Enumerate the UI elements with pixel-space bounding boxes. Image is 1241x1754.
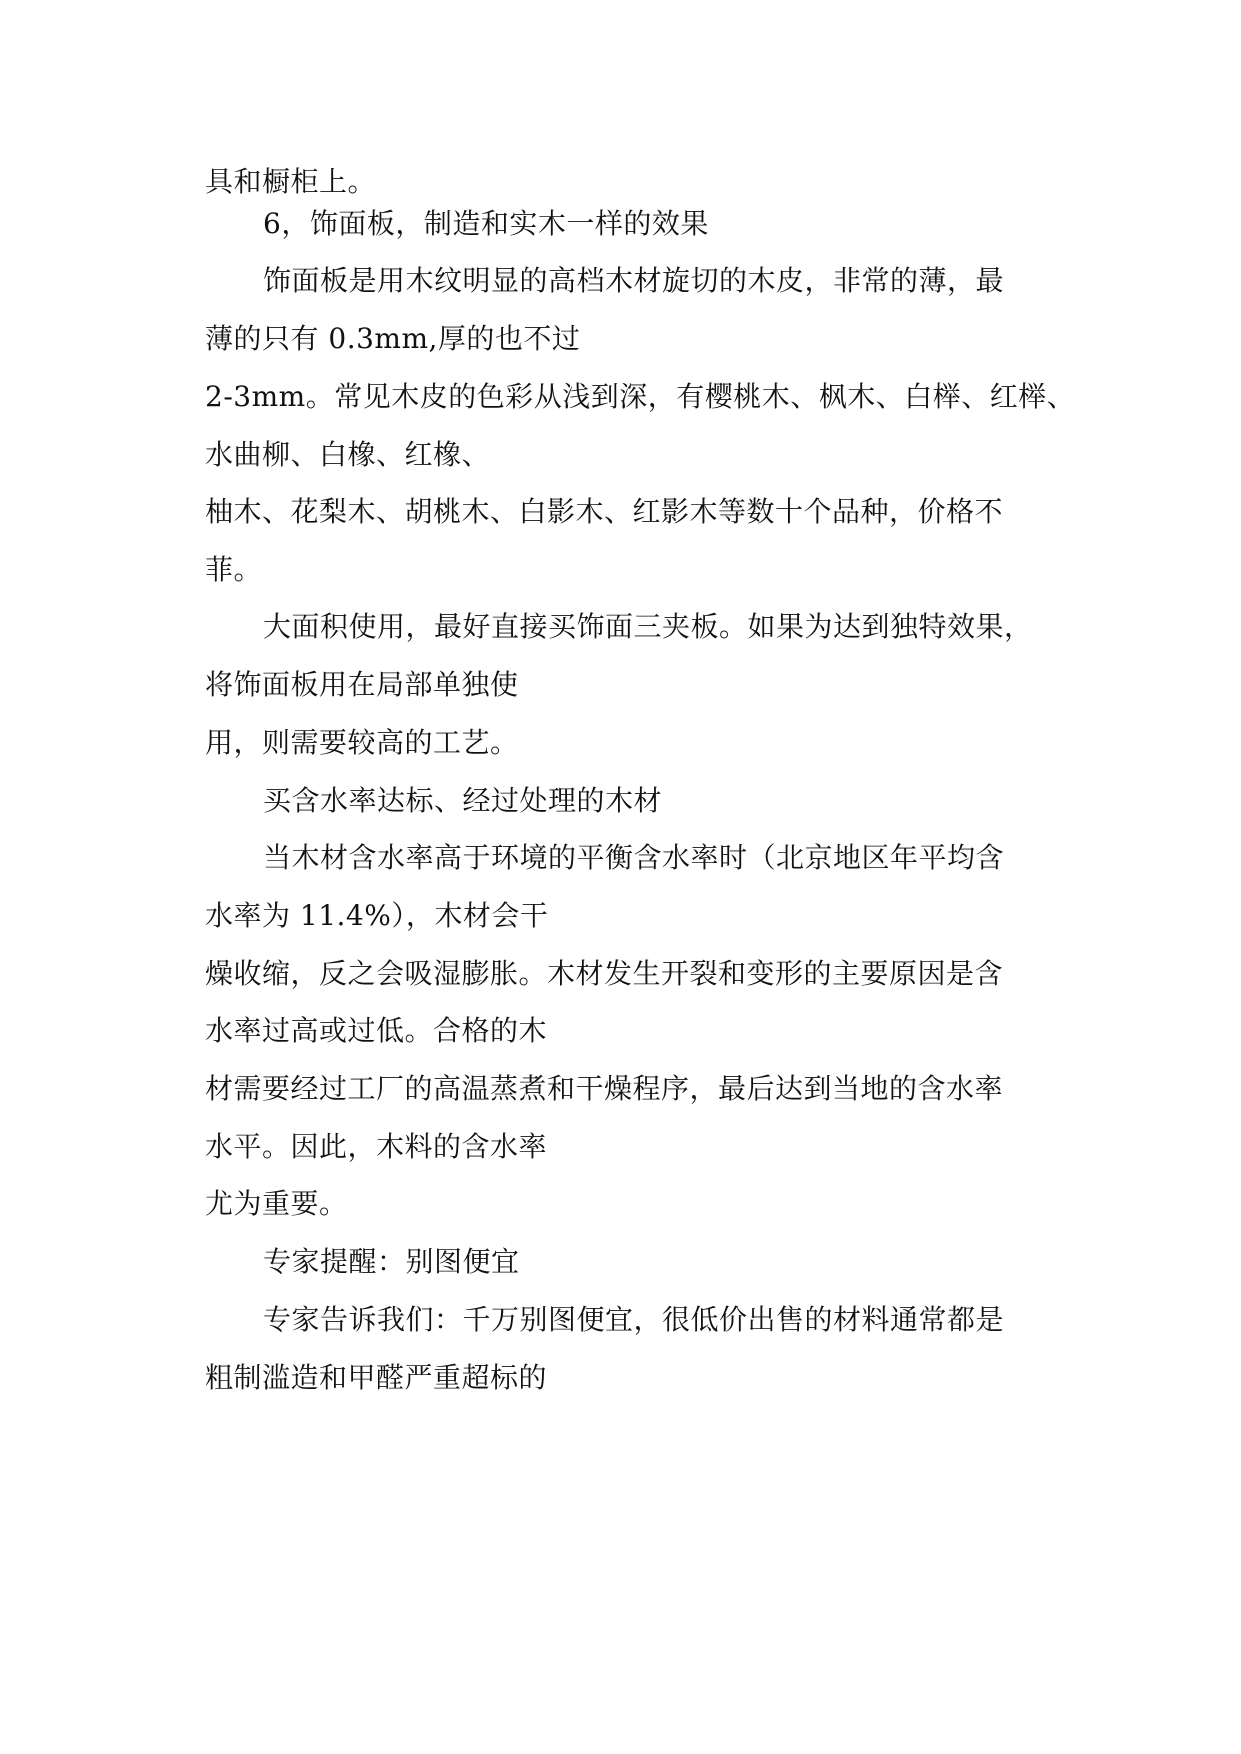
body-text-line: 尤为重要。 bbox=[205, 1187, 348, 1220]
body-text-line: 材需要经过工厂的高温蒸煮和干燥程序，最后达到当地的含水率 bbox=[205, 1072, 1004, 1105]
body-text-line: 燥收缩，反之会吸湿膨胀。木材发生开裂和变形的主要原因是含 bbox=[205, 957, 1004, 990]
body-text-line: 具和橱柜上。 bbox=[205, 165, 377, 198]
body-text-line: 水率为 11.4%），木材会干 bbox=[205, 899, 549, 932]
body-text-line: 水平。因此，木料的含水率 bbox=[205, 1130, 548, 1163]
body-text-line: 柚木、花梨木、胡桃木、白影木、红影木等数十个品种，价格不 bbox=[205, 495, 1004, 528]
body-text-line: 菲。 bbox=[205, 553, 263, 586]
paragraph-start: 饰面板是用木纹明显的高档木材旋切的木皮，非常的薄，最 bbox=[263, 264, 1005, 297]
paragraph-start: 当木材含水率高于环境的平衡含水率时（北京地区年平均含 bbox=[263, 841, 1005, 874]
body-text-line: 2-3mm。常见木皮的色彩从浅到深，有樱桃木、枫木、白榉、红榉、 bbox=[205, 380, 1076, 413]
body-text-line: 将饰面板用在局部单独使 bbox=[205, 668, 519, 701]
body-text-line: 水曲柳、白橡、红橡、 bbox=[205, 438, 491, 471]
body-text-line: 粗制滥造和甲醛严重超标的 bbox=[205, 1361, 548, 1394]
section-heading: 买含水率达标、经过处理的木材 bbox=[263, 784, 663, 817]
section-heading: 专家提醒：别图便宜 bbox=[263, 1245, 520, 1278]
paragraph-start: 大面积使用，最好直接买饰面三夹板。如果为达到独特效果， bbox=[263, 610, 1033, 643]
paragraph-start: 专家告诉我们：千万别图便宜，很低价出售的材料通常都是 bbox=[263, 1303, 1005, 1336]
section-heading: 6，饰面板，制造和实木一样的效果 bbox=[263, 207, 709, 240]
body-text-line: 水率过高或过低。合格的木 bbox=[205, 1014, 548, 1047]
body-text-line: 薄的只有 0.3mm,厚的也不过 bbox=[205, 322, 581, 355]
body-text-line: 用，则需要较高的工艺。 bbox=[205, 726, 519, 759]
